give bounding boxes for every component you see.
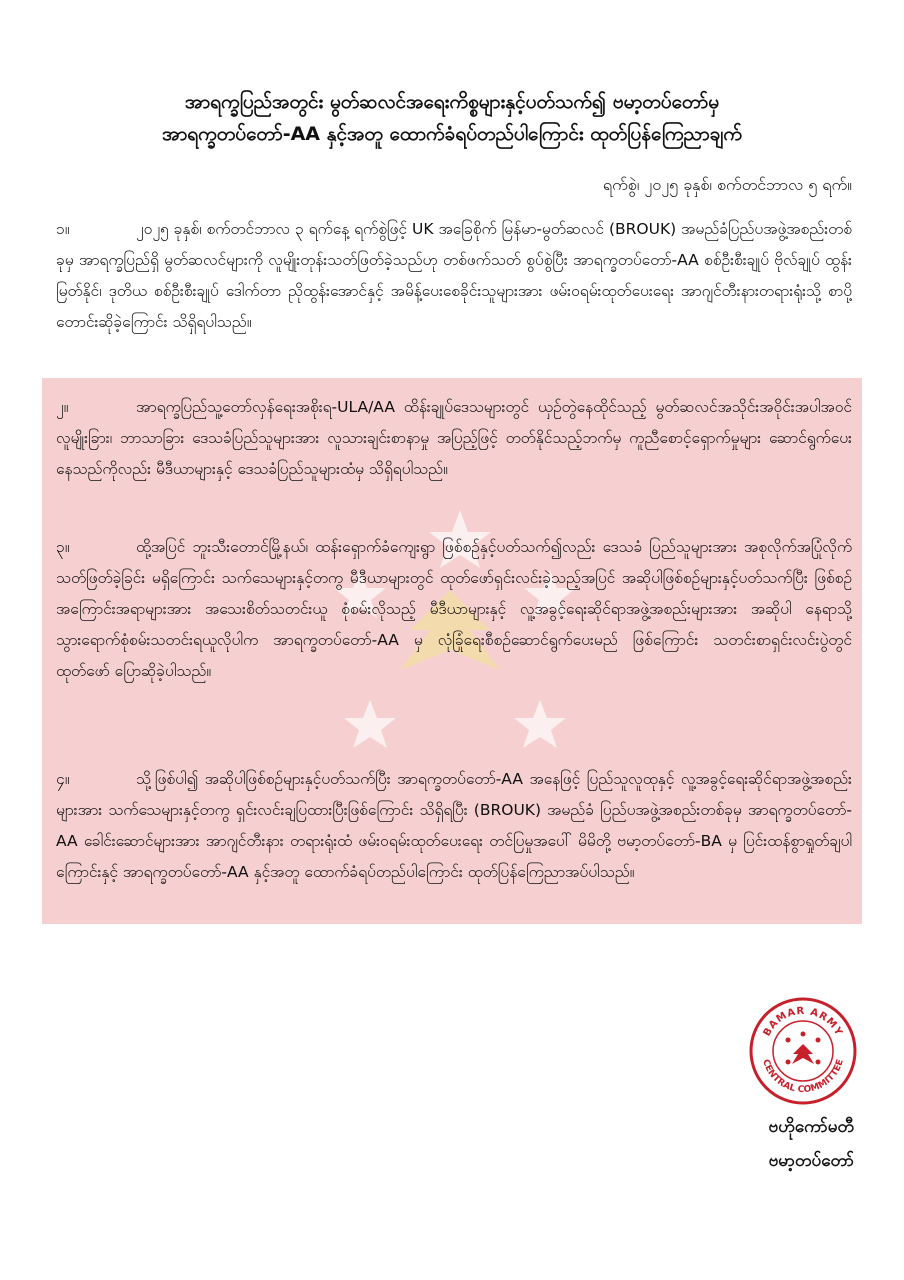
signature-line-2: ဗမာ့တပ်တော် — [768, 1151, 854, 1171]
paragraph-number: ၁။ — [56, 220, 70, 238]
paragraph-text: ထို့အပြင် ဘူးသီးတောင်မြို့နယ်၊ ထန်းရှောက်ခံကျေးရွာ ဖြစ်စဉ်နှင့်ပတ်သက်၍လည်း ဒေသခံ ပြည်သူများအား အစုလိုက်အပြုံလိုက် သတ်ဖြတ်ခဲ့ခြင်း မရှိကြောင်း သက်သေများနှင့်တကွ မီဒီယာများတွင် ထုတ်ဖော်ရှင်းလင်းခဲ့သည့်အပြင် အဆိုပါဖြစ်စဉ်များနှင့်ပတ်သက်ပြီး ဖြစ်စဉ်အကြောင်းအရာများအား အသေးစိတ်သတင်းယူ စုံစမ်းလိုသည့် မီဒီယာများနှင့် လူ့အခွင့်ရေးဆိုင်ရာအဖွဲ့အစည်းများအား အဆိုပါ နေရာသို့ သွားရောက်စုံစမ်းသတင်းရယူလိုပါက အာရက္ခတပ်တော်-AA မှ လုံခြုံရေးစီစဉ်ဆောင်ရွက်ပေးမည် ဖြစ်ကြောင်း သတင်းစာရှင်းလင်းပွဲတွင် ထုတ်ဖော် ပြောဆိုခဲ့ပါသည်။ — [56, 538, 852, 680]
title-line-2: အာရက္ခတပ်တော်-AA နှင့်အတူ ထောက်ခံရပ်တည်ပါကြောင်း ထုတ်ပြန်ကြေညာချက် — [162, 123, 742, 145]
paragraph-2 — [56, 392, 852, 485]
seal-bottom-text: CENTRAL COMMITTEE — [760, 1058, 846, 1096]
signature-line-1: ဗဟိုကော်မတီ — [768, 1117, 854, 1137]
paragraph-text: ၂၀၂၅ ခုနှစ်၊ စက်တင်ဘာလ ၃ ရက်နေ့ ရက်စွဲဖြင့် UK အခြေစိုက် မြန်မာ-မွတ်ဆလင် (BROUK) အမည်ခံပြည်ပအဖွဲ့အစည်းတစ်ခုမှ အာရက္ခပြည်ရှိ မွတ်ဆလင်များကို လူမျိုးတုန်းသတ်ဖြတ်ခဲ့သည်ဟု တစ်ဖက်သတ် စွပ်စွဲပြီး အာရက္ခတပ်တော်-AA စစ်ဦးစီးချုပ် ဗိုလ်ချုပ် ထွန်းမြတ်နိုင်၊ ဒုတိယ စစ်ဦးစီးချုပ် ဒေါက်တာ ညိုထွန်းအောင်နှင့် အမိန့်ပေးစေခိုင်းသူများအား ဖမ်းဝရမ်းထုတ်ပေးရေး အာဂျင်တီးနားတရားရုံးသို့ စာပို့တောင်းဆိုခဲ့ကြောင်း သိရှိရပါသည်။ — [56, 220, 852, 331]
title-line-1: အာရက္ခပြည်အတွင်း မွတ်ဆလင်အရေးကိစ္စများနှင့်ပတ်သက်၍ ဗမာ့တပ်တော်မှ — [184, 91, 720, 113]
paragraph-3 — [56, 532, 852, 687]
svg-text:CENTRAL COMMITTEE — [760, 1058, 846, 1095]
paragraph-number: ၃။ — [56, 538, 70, 556]
seal-top-text: BAMAR ARMY — [761, 1005, 845, 1039]
paragraph-text: သို့ဖြစ်ပါ၍ အဆိုပါဖြစ်စဉ်များနှင့်ပတ်သက်ပြီး အာရက္ခတပ်တော်-AA အနေဖြင့် ပြည်သူလူထုနှင့် လူ့အခွင့်ရေးဆိုင်ရာအဖွဲ့အစည်းများအား သက်သေများနှင့်တကွ ရှင်းလင်းချပြထားပြီးဖြစ်ကြောင်း သိရှိရပြီး (BROUK) အမည်ခံ ပြည်ပအဖွဲ့အစည်းတစ်ခုမှ အာရက္ခတပ်တော်-AA ခေါင်းဆောင်များအား အာဂျင်တီးနား တရားရုံးထံ ဖမ်းဝရမ်းထုတ်ပေးရေး တင်ပြမှုအပေါ် မိမိတို့ ဗမာ့တပ်တော်-BA မှ ပြင်းထန်စွာရှုတ်ချပါ ကြောင်းနှင့် အာရက္ခတပ်တော်-AA နှင့်အတူ ထောက်ခံရပ်တည်ပါကြောင်း ထုတ်ပြန်ကြေညာအပ်ပါသည်။ — [56, 770, 852, 881]
paragraph-4 — [56, 764, 852, 888]
paragraph-number: ၂။ — [56, 398, 69, 416]
paragraph-text: အာရက္ခပြည်သူ့တော်လှန်ရေးအစိုးရ-ULA/AA ထိန်းချုပ်ဒေသများတွင် ယှဉ်တွဲနေထိုင်သည့် မွတ်ဆလင်အသိုင်းအဝိုင်းအပါအဝင် လူမျိုးခြား၊ ဘာသာခြား ဒေသခံပြည်သူများအား လူသားချင်းစာနာမှု အပြည့်ဖြင့် တတ်နိုင်သည့်ဘက်မှ ကူညီစောင့်ရှောက်မှုများ ဆောင်ရွက်ပေးနေသည်ကိုလည်း မီဒီယာများနှင့် ဒေသခံပြည်သူများထံမှ သိရှိရပါသည်။ — [56, 398, 852, 478]
document-date: ရက်စွဲ၊ ၂၀၂၅ ခုနှစ်၊ စက်တင်ဘာလ ၅ ရက်။ — [602, 175, 852, 194]
central-committee-seal-icon — [748, 996, 858, 1106]
paragraph-number: ၄။ — [56, 770, 70, 788]
paragraph-1 — [56, 214, 852, 338]
